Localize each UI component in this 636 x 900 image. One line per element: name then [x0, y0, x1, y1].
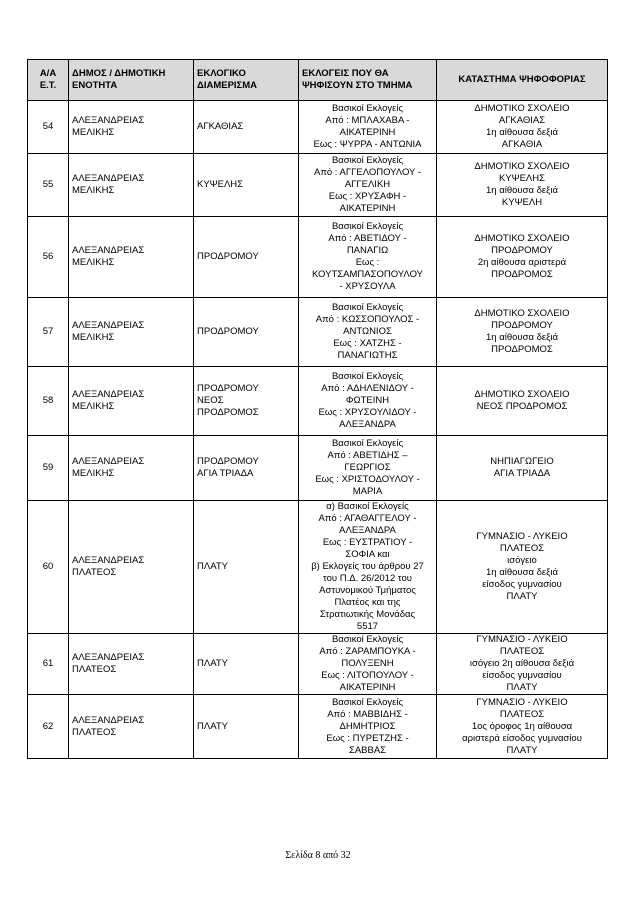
row-district-line: ΠΡΟΔΡΟΜΟΥ: [197, 456, 259, 467]
row-voters-line: ΓΕΩΡΓΙΟΣ: [344, 462, 391, 473]
row-voters-line: ΑΛΕΞΑΝΔΡΑ: [339, 419, 396, 430]
row-polling-place-line: ΑΓΚΑΘΙΑ: [501, 139, 543, 150]
row-voters-line: ΣΟΦΙΑ και: [345, 549, 390, 560]
row-polling-place-line: ΚΥΨΕΛΗΣ: [498, 173, 546, 184]
row-polling-place-line: 2η αίθουσα αριστερά: [477, 257, 567, 268]
row-municipality-line: ΑΛΕΞΑΝΔΡΕΙΑΣ: [72, 389, 145, 400]
row-voters-line: Από : ΑΓΑΘΑΓΓΕΛΟΥ -: [318, 513, 417, 524]
row-municipality-line: ΜΕΛΙΚΗΣ: [72, 127, 115, 138]
row-polling-place-line: ΠΡΟΔΡΟΜΟΣ: [491, 269, 553, 280]
row-municipality-line: ΑΛΕΞΑΝΔΡΕΙΑΣ: [72, 320, 145, 331]
row-voters: [299, 695, 437, 759]
row-polling-place-line: ΠΡΟΔΡΟΜΟΥ: [491, 320, 553, 331]
row-district: [194, 501, 299, 634]
row-polling-place-line: ΔΗΜΟΤΙΚΟ ΣΧΟΛΕΙΟ: [474, 103, 570, 114]
row-district-line: ΠΛΑΤΥ: [197, 561, 228, 572]
row-voters-line: Πλατέος και της: [334, 597, 401, 608]
row-voters-line: Από : ΚΩΣΣΟΠΟΥΛΟΣ -: [315, 314, 420, 325]
row-municipality-line: ΜΕΛΙΚΗΣ: [72, 468, 115, 479]
row-municipality: [69, 101, 194, 154]
row-voters-line: ΚΟΥΤΣΑΜΠΑΣΟΠΟΥΛΟΥ: [312, 269, 423, 280]
header-voters: ΕΚΛΟΓΕΙΣ ΠΟΥ ΘΑ ΨΗΦΙΣΟΥΝ ΣΤΟ ΤΜΗΜΑ: [299, 60, 437, 101]
row-district: [194, 217, 299, 298]
row-district: [194, 101, 299, 154]
row-municipality-line: ΑΛΕΞΑΝΔΡΕΙΑΣ: [72, 456, 145, 467]
table-row: [28, 298, 608, 367]
table-row: [28, 101, 608, 154]
header-polling-place: ΚΑΤΑΣΤΗΜΑ ΨΗΦΟΦΟΡΙΑΣ: [437, 60, 608, 101]
row-district-line: ΑΓΙΑ ΤΡΙΑΔΑ: [197, 468, 254, 479]
row-municipality-line: ΜΕΛΙΚΗΣ: [72, 401, 115, 412]
row-municipality: [69, 367, 194, 436]
row-polling-place-line: 1ος όροφος 1η αίθουσα: [471, 720, 573, 732]
row-voters-line: Βασικοί Εκλογείς: [331, 155, 404, 166]
row-polling-place: [437, 634, 608, 695]
table-row: [28, 217, 608, 298]
row-district-line: ΠΡΟΔΡΟΜΟΥ: [197, 326, 259, 337]
row-voters-line: Εως : ΧΑΤΖΗΣ -: [333, 338, 402, 349]
row-voters-line: Βασικοί Εκλογείς: [331, 302, 404, 313]
row-polling-place-line: αριστερά είσοδος γυμνασίου: [462, 732, 582, 744]
row-municipality: [69, 634, 194, 695]
row-voters-line: Βασικοί Εκλογείς: [331, 438, 404, 449]
row-number: 55: [28, 154, 69, 217]
row-polling-place-line: είσοδος γυμνασίου: [482, 579, 562, 590]
row-voters-line: Από : ΜΑΒΒΙΔΗΣ -: [327, 708, 408, 720]
row-voters-line: Εως : ΧΡΥΣΑΦΗ -: [328, 191, 407, 202]
row-polling-place-line: είσοδος γυμνασίου: [482, 670, 562, 681]
row-polling-place: [437, 367, 608, 436]
row-polling-place: [437, 217, 608, 298]
row-voters-line: Βασικοί Εκλογείς: [331, 103, 404, 114]
row-voters-line: ΑΙΚΑΤΕΡΙΝΗ: [339, 682, 396, 693]
row-municipality-line: ΑΛΕΞΑΝΔΡΕΙΑΣ: [72, 652, 145, 663]
row-number: 62: [28, 695, 69, 759]
row-voters-line: Από : ΑΒΕΤΙΔΟΥ -: [328, 233, 407, 244]
row-voters: [299, 436, 437, 501]
row-municipality: [69, 298, 194, 367]
row-voters-line: ΑΓΓΕΛΙΚΗ: [344, 179, 391, 190]
row-district: [194, 154, 299, 217]
row-number: 59: [28, 436, 69, 501]
row-municipality-line: ΠΛΑΤΕΟΣ: [72, 567, 117, 578]
row-polling-place-line: 1η αίθουσα δεξιά: [486, 332, 558, 343]
row-voters-line: ΑΙΚΑΤΕΡΙΝΗ: [339, 203, 396, 214]
row-voters-line: - ΧΡΥΣΟΥΛΑ: [339, 281, 396, 292]
row-municipality-line: ΑΛΕΞΑΝΔΡΕΙΑΣ: [72, 714, 145, 726]
row-polling-place: [437, 101, 608, 154]
table-row: [28, 154, 608, 217]
row-municipality-line: ΑΛΕΞΑΝΔΡΕΙΑΣ: [72, 245, 145, 256]
row-polling-place: [437, 154, 608, 217]
row-voters-line: Εως : ΠΥΡΕΤΖΗΣ -: [326, 732, 409, 744]
row-number: 58: [28, 367, 69, 436]
row-number: 54: [28, 101, 69, 154]
row-number: 56: [28, 217, 69, 298]
row-number: 61: [28, 634, 69, 695]
row-voters: [299, 154, 437, 217]
row-polling-place-line: ΔΗΜΟΤΙΚΟ ΣΧΟΛΕΙΟ: [474, 161, 570, 172]
row-polling-place-line: 1η αίθουσα δεξιά: [486, 567, 558, 578]
row-district-line: ΠΡΟΔΡΟΜΟΥ: [197, 383, 259, 394]
row-voters: [299, 367, 437, 436]
row-polling-place-line: ισόγειο: [507, 555, 537, 566]
row-voters: [299, 217, 437, 298]
row-voters-line: Εως : ΧΡΥΣΟΥΛΙΔΟΥ -: [318, 407, 417, 418]
row-municipality-line: ΑΛΕΞΑΝΔΡΕΙΑΣ: [72, 115, 145, 126]
row-voters-line: α) Βασικοί Εκλογείς: [326, 501, 409, 512]
row-polling-place-line: ΔΗΜΟΤΙΚΟ ΣΧΟΛΕΙΟ: [474, 389, 570, 400]
row-municipality-line: ΑΛΕΞΑΝΔΡΕΙΑΣ: [72, 555, 145, 566]
row-municipality: [69, 695, 194, 759]
row-municipality-line: ΠΛΑΤΕΟΣ: [72, 726, 117, 738]
row-voters-line: ΠΑΝΑΓΙΩΤΗΣ: [337, 350, 398, 361]
row-polling-place-line: 1η αίθουσα δεξιά: [486, 127, 558, 138]
row-voters-line: Από : ΑΓΓΕΛΟΠΟΥΛΟΥ -: [313, 167, 421, 178]
row-polling-place-line: ΑΓΚΑΘΙΑΣ: [498, 115, 546, 126]
row-voters-line: 5517: [356, 621, 379, 632]
row-voters-line: του Π.Δ. 26/2012 του: [323, 573, 412, 584]
row-voters-line: Βασικοί Εκλογείς: [331, 221, 404, 232]
row-polling-place-line: ΠΛΑΤΥ: [506, 682, 538, 693]
row-voters-line: Από : ΑΒΕΤΙΔΗΣ –: [327, 450, 408, 461]
row-district: [194, 634, 299, 695]
row-district: [194, 436, 299, 501]
table-row: [28, 367, 608, 436]
row-voters-line: ΣΑΒΒΑΣ: [348, 744, 387, 756]
row-voters-line: ΠΟΛΥΞΕΝΗ: [341, 658, 394, 669]
row-polling-place: [437, 501, 608, 634]
page-footer: Σελίδα 8 από 32: [285, 850, 351, 861]
row-municipality: [69, 501, 194, 634]
row-voters-line: ΑΙΚΑΤΕΡΙΝΗ: [339, 127, 396, 138]
row-polling-place-line: ΓΥΜΝΑΣΙΟ - ΛΥΚΕΙΟ: [476, 531, 568, 542]
row-voters-line: Εως : ΨΥΡΡΑ - ΑΝΤΩΝΙΑ: [313, 139, 422, 150]
row-municipality-line: ΜΕΛΙΚΗΣ: [72, 257, 115, 268]
row-polling-place-line: ΔΗΜΟΤΙΚΟ ΣΧΟΛΕΙΟ: [474, 308, 570, 319]
row-polling-place-line: ΠΛΑΤΕΟΣ: [499, 646, 545, 657]
table-row: [28, 436, 608, 501]
row-municipality: [69, 217, 194, 298]
row-polling-place-line: ΠΛΑΤΕΟΣ: [499, 543, 545, 554]
row-polling-place-line: ΝΕΟΣ ΠΡΟΔΡΟΜΟΣ: [476, 401, 568, 412]
row-municipality-line: ΜΕΛΙΚΗΣ: [72, 332, 115, 343]
row-municipality-line: ΑΛΕΞΑΝΔΡΕΙΑΣ: [72, 173, 145, 184]
row-district-line: ΠΛΑΤΥ: [197, 658, 228, 669]
row-voters-line: ΦΩΤΕΙΝΗ: [345, 395, 390, 406]
row-voters-line: Εως : ΧΡΙΣΤΟΔΟΥΛΟΥ -: [315, 474, 420, 485]
row-polling-place-line: ΚΥΨΕΛΗ: [501, 197, 543, 208]
row-polling-place-line: 1η αίθουσα δεξιά: [486, 185, 558, 196]
row-voters: [299, 501, 437, 634]
row-district-line: ΠΛΑΤΥ: [197, 720, 228, 732]
polling-stations-table: [27, 59, 608, 759]
row-voters: [299, 101, 437, 154]
row-voters-line: Από : ΑΔΗΛΕΝΙΔΟΥ -: [321, 383, 414, 394]
row-polling-place: [437, 436, 608, 501]
row-district: [194, 298, 299, 367]
row-voters-line: ΜΑΡΙΑ: [352, 486, 383, 497]
row-polling-place-line: ΑΓΙΑ ΤΡΙΑΔΑ: [493, 468, 551, 479]
row-voters-line: Εως :: [355, 257, 380, 268]
row-voters-line: ΑΛΕΞΑΝΔΡΑ: [339, 525, 396, 536]
row-district: [194, 695, 299, 759]
row-polling-place-line: ΔΗΜΟΤΙΚΟ ΣΧΟΛΕΙΟ: [474, 233, 570, 244]
row-polling-place-line: ΠΛΑΤΥ: [506, 591, 538, 602]
row-polling-place: [437, 298, 608, 367]
table-header-row: [28, 60, 608, 101]
row-voters-line: Από : ΜΠΛΑΧΑΒΑ -: [325, 115, 410, 126]
row-number: 57: [28, 298, 69, 367]
row-voters-line: ΑΝΤΩΝΙΟΣ: [343, 326, 392, 337]
row-polling-place-line: ΠΛΑΤΥ: [506, 744, 538, 756]
row-voters-line: β) Εκλογείς του άρθρου 27: [311, 561, 424, 572]
row-voters-line: Από : ΖΑΡΑΜΠΟΥΚΑ -: [319, 646, 416, 657]
row-polling-place-line: ΠΡΟΔΡΟΜΟΥ: [491, 245, 553, 256]
row-district-line: ΑΓΚΑΘΙΑΣ: [197, 121, 244, 132]
row-municipality: [69, 154, 194, 217]
row-municipality-line: ΠΛΑΤΕΟΣ: [72, 664, 117, 675]
row-voters-line: Βασικοί Εκλογείς: [331, 696, 404, 708]
row-municipality-line: ΜΕΛΙΚΗΣ: [72, 185, 115, 196]
row-voters-line: Βασικοί Εκλογείς: [331, 634, 404, 645]
row-district-line: ΠΡΟΔΡΟΜΟΥ: [197, 251, 259, 262]
row-district: [194, 367, 299, 436]
header-number: Α/Α Ε.Τ.: [28, 60, 69, 101]
row-voters-line: Εως : ΕΥΣΤΡΑΤΙΟΥ -: [322, 537, 413, 548]
row-voters-line: Βασικοί Εκλογείς: [331, 371, 404, 382]
row-district-line: ΚΥΨΕΛΗΣ: [197, 179, 244, 190]
row-municipality: [69, 436, 194, 501]
row-voters-line: Στρατιωτικής Μονάδας: [319, 609, 416, 620]
row-polling-place-line: ΓΥΜΝΑΣΙΟ - ΛΥΚΕΙΟ: [476, 634, 568, 645]
header-district: ΕΚΛΟΓΙΚΟ ΔΙΑΜΕΡΙΣΜΑ: [194, 60, 299, 101]
table-row: [28, 695, 608, 759]
row-polling-place-line: ΠΡΟΔΡΟΜΟΣ: [491, 344, 553, 355]
row-district-line: ΝΕΟΣ: [197, 395, 224, 406]
row-voters-line: Εως : ΛΙΤΟΠΟΥΛΟΥ -: [321, 670, 414, 681]
row-voters: [299, 298, 437, 367]
row-polling-place-line: ισόγειο 2η αίθουσα δεξιά: [469, 658, 575, 669]
row-voters: [299, 634, 437, 695]
table-row: [28, 634, 608, 695]
row-number: 60: [28, 501, 69, 634]
row-voters-line: Αστυνομικού Τμήματος: [319, 585, 416, 596]
row-polling-place-line: ΝΗΠΙΑΓΩΓΕΙΟ: [490, 456, 554, 467]
row-polling-place: [437, 695, 608, 759]
row-voters-line: ΔΗΜΗΤΡΙΟΣ: [339, 720, 396, 732]
header-municipality: ΔΗΜΟΣ / ΔΗΜΟΤΙΚΗ ΕΝΟΤΗΤΑ: [69, 60, 194, 101]
row-polling-place-line: ΠΛΑΤΕΟΣ: [499, 708, 545, 720]
row-district-line: ΠΡΟΔΡΟΜΟΣ: [197, 407, 259, 418]
table-row: [28, 501, 608, 634]
row-voters-line: ΠΑΝΑΓΙΩ: [346, 245, 389, 256]
row-polling-place-line: ΓΥΜΝΑΣΙΟ - ΛΥΚΕΙΟ: [476, 696, 568, 708]
